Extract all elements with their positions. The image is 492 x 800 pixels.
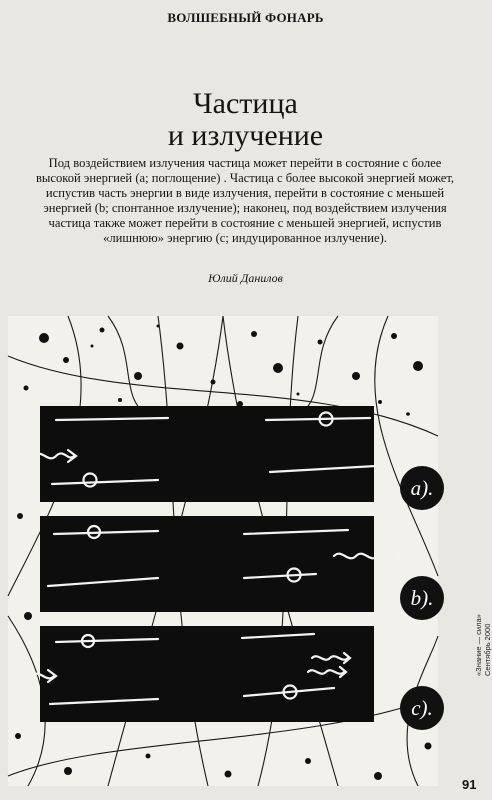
journal-name: «Знание — сила»	[474, 614, 483, 676]
panel-c	[10, 626, 374, 722]
panel-b	[40, 516, 402, 612]
panel-label-b: b).	[400, 576, 444, 620]
article-lead: Под воздействием излучения частица может перейти в состояние с более высокой энергией (a; поглощение) . Частица с более высокой энергией может, испустив часть энергии в виде излучения, перейти в состояние с меньшей энергией (b; спонтанное излучение); наконец, под воздействием излучения частица также может перейти в состояние с меньшей энергией, испустив «лишнюю» энергию (c; индуцированное излучение).	[35, 156, 455, 245]
journal-credit	[474, 614, 492, 676]
panel-label-c: c).	[400, 686, 444, 730]
article-title	[0, 88, 491, 152]
panel-a	[12, 406, 376, 502]
illustration-artwork	[8, 316, 438, 786]
article-title-line1: Частица	[193, 87, 298, 120]
panel-label-a: a).	[400, 466, 444, 510]
journal-issue: Сентябрь 2000	[483, 623, 492, 676]
illustration	[8, 316, 438, 786]
article-title-line2: и излучение	[167, 119, 324, 152]
page-number: 91	[462, 777, 477, 792]
article-author: Юлий Данилов	[208, 271, 283, 285]
section-rubric: ВОЛШЕБНЫЙ ФОНАРЬ	[167, 10, 324, 25]
